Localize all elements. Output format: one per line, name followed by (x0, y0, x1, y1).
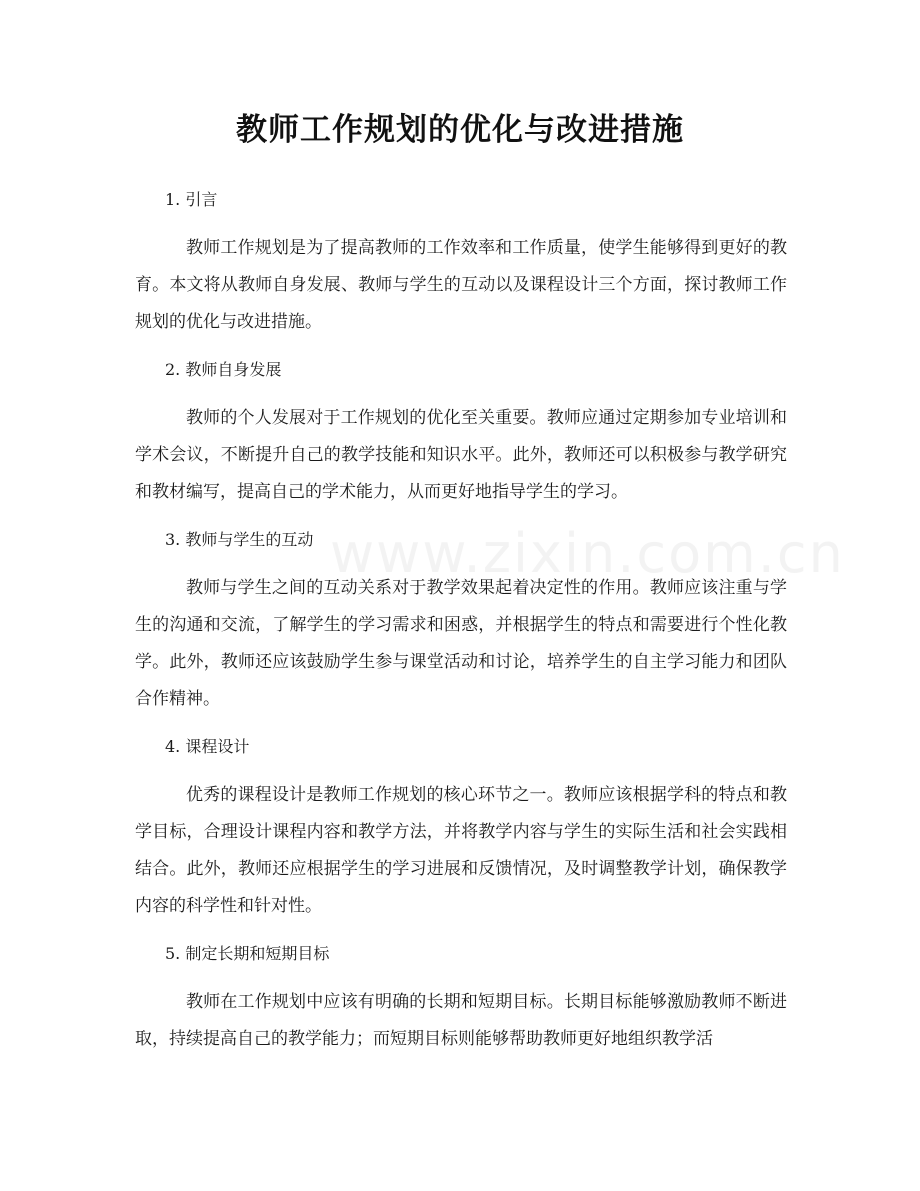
section-heading-course-design: 4. 课程设计 (165, 737, 250, 756)
section-body-course-design: 优秀的课程设计是教师工作规划的核心环节之一。教师应该根据学科的特点和教学目标，合理设计课程内容和教学方法，并将教学内容与学生的实际生活和社会实践相结合。此外，教师还应根据学生的学习进展和反馈情况，及时调整教学计划，确保教学内容的科学性和针对性。 (135, 785, 787, 916)
document-title: 教师工作规划的优化与改进措施 (236, 112, 684, 148)
section-heading-interaction: 3. 教师与学生的互动 (165, 530, 314, 549)
section-heading-goals: 5. 制定长期和短期目标 (165, 944, 330, 963)
watermark: www.zixin.com.cn (330, 522, 845, 585)
section-body-self-development: 教师的个人发展对于工作规划的优化至关重要。教师应通过定期参加专业培训和学术会议，不断提升自己的教学技能和知识水平。此外，教师还可以积极参与教学研究和教材编写，提高自己的学术能力，从而更好地指导学生的学习。 (135, 408, 787, 502)
section-body-interaction: 教师与学生之间的互动关系对于教学效果起着决定性的作用。教师应该注重与学生的沟通和交流，了解学生的学习需求和困惑，并根据学生的特点和需要进行个性化教学。此外，教师还应该鼓励学生参与课堂活动和讨论，培养学生的自主学习能力和团队合作精神。 (135, 578, 787, 709)
section-heading-intro: 1. 引言 (165, 190, 218, 209)
section-body-goals: 教师在工作规划中应该有明确的长期和短期目标。长期目标能够激励教师不断进取，持续提高自己的教学能力；而短期目标则能够帮助教师更好地组织教学活 (135, 992, 787, 1049)
section-body-intro: 教师工作规划是为了提高教师的工作效率和工作质量，使学生能够得到更好的教育。本文将从教师自身发展、教师与学生的互动以及课程设计三个方面，探讨教师工作规划的优化与改进措施。 (135, 238, 787, 332)
section-heading-self-development: 2. 教师自身发展 (165, 360, 282, 379)
